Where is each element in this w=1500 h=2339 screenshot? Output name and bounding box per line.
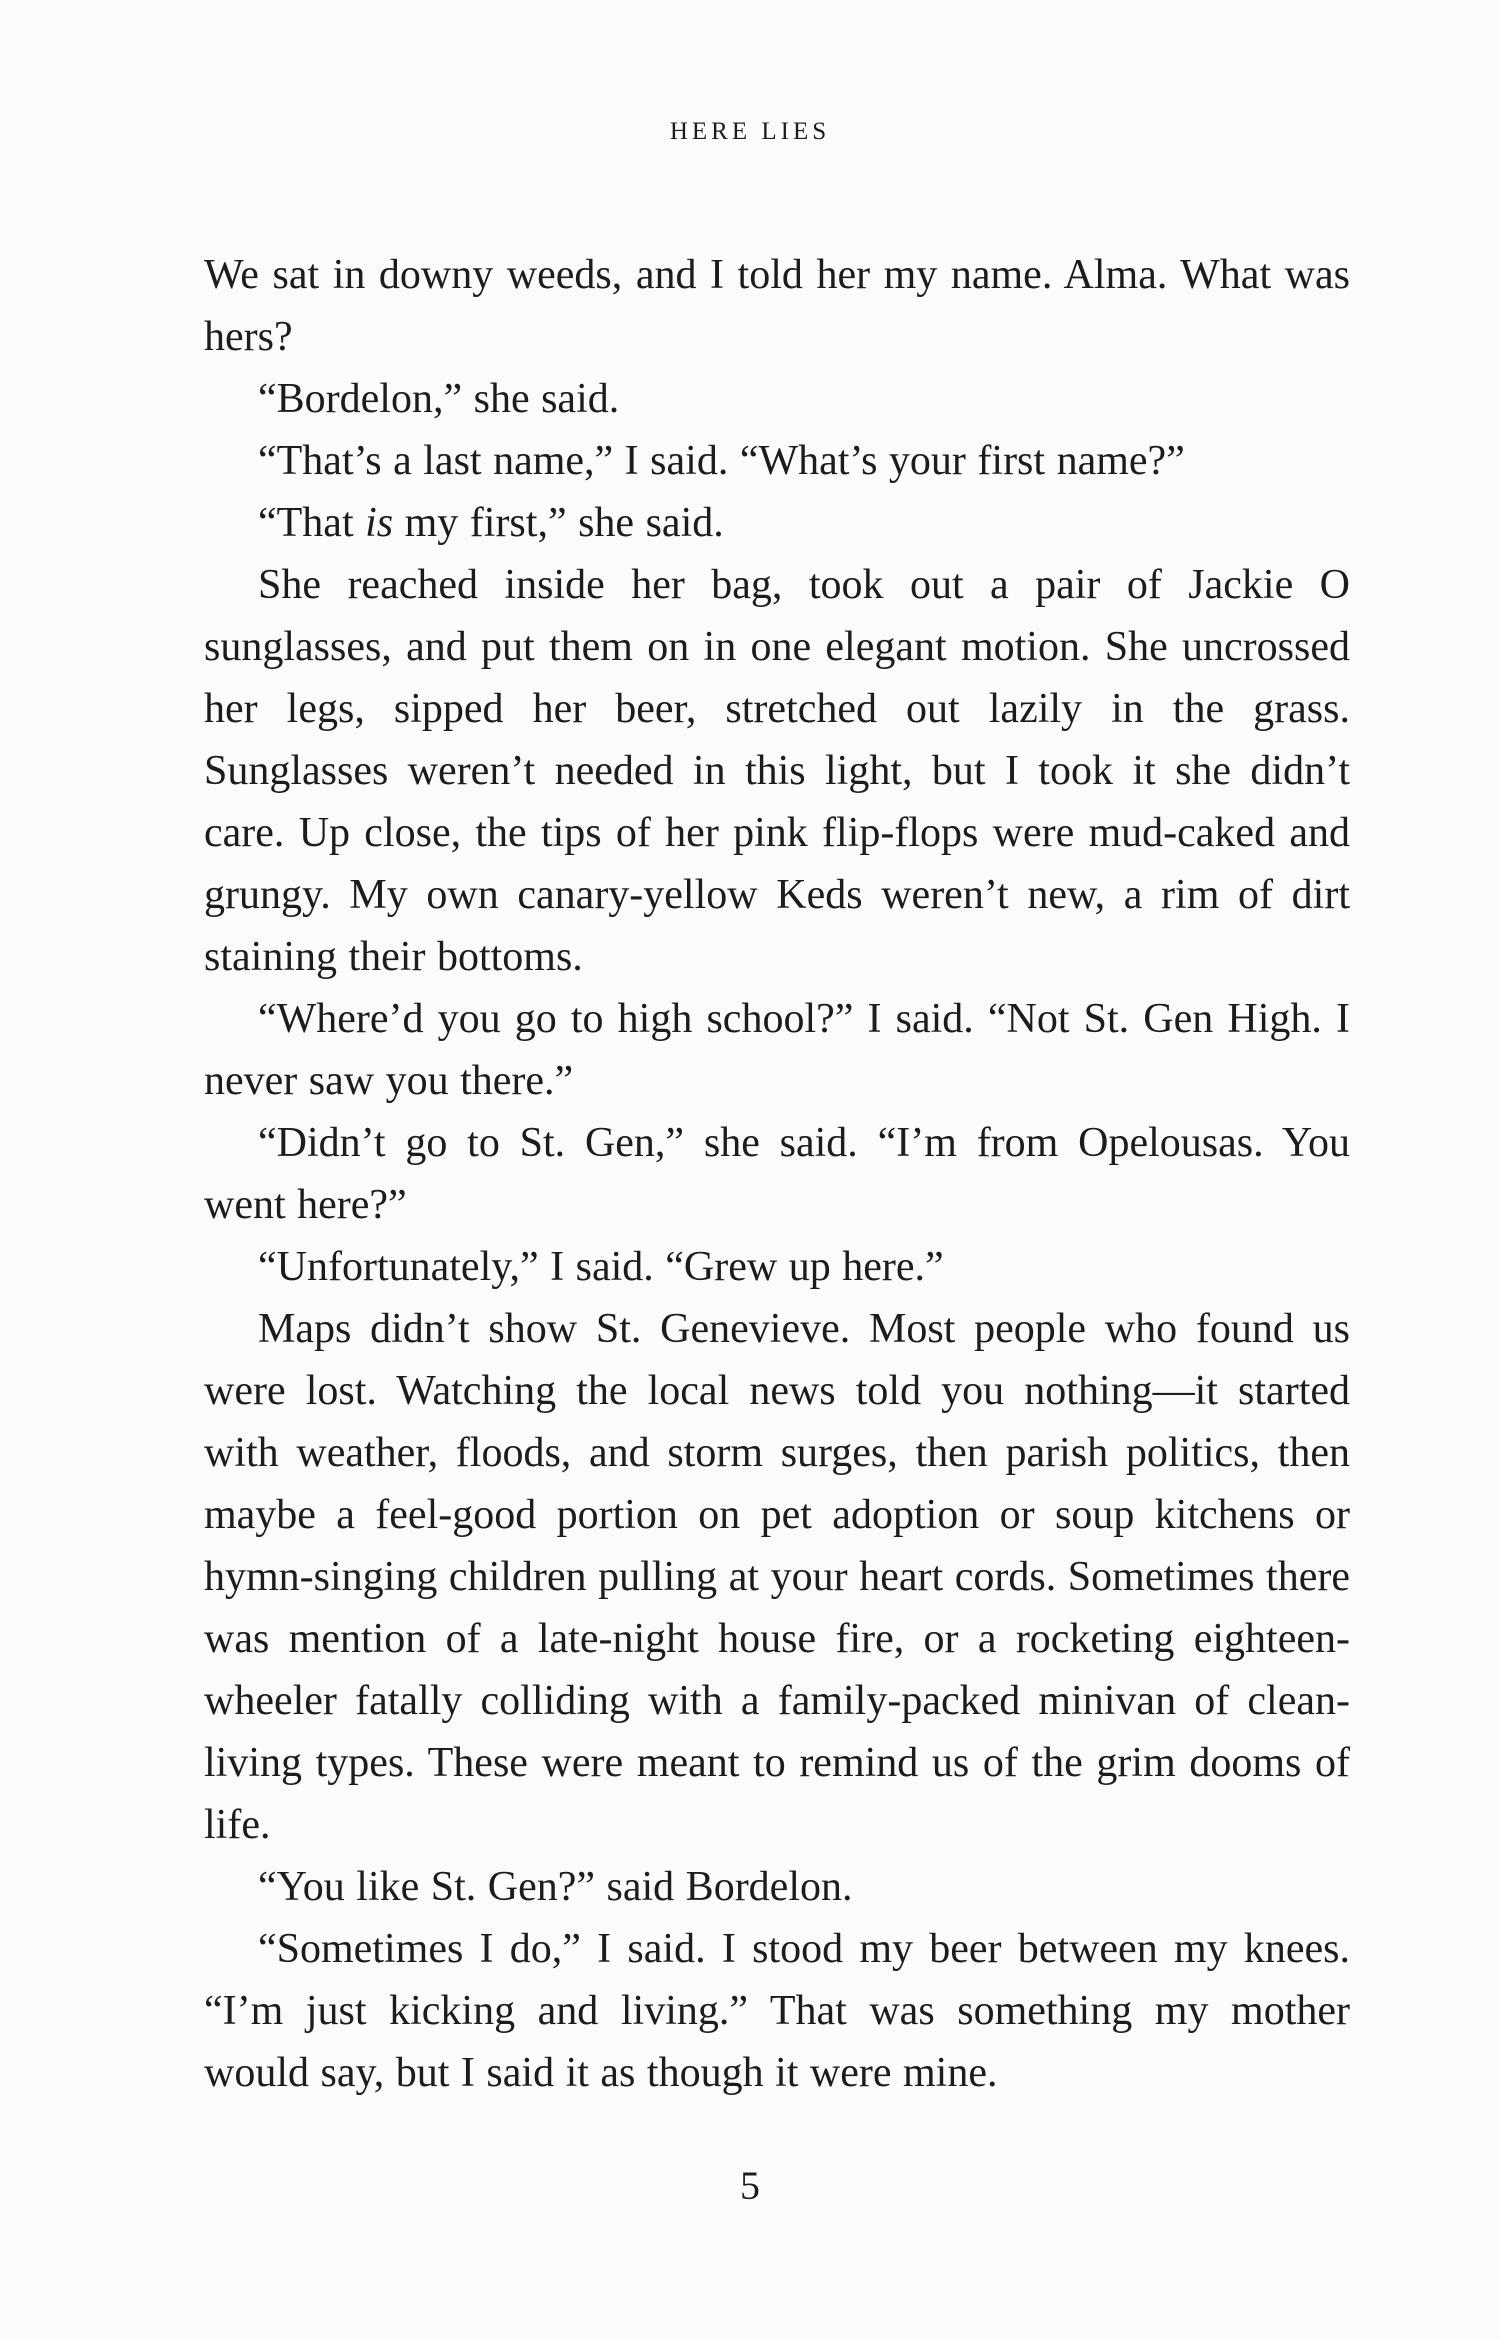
- paragraph: “Bordelon,” she said.: [258, 376, 620, 422]
- running-head: HERE LIES: [669, 118, 831, 145]
- italic-emphasis: is: [365, 500, 394, 546]
- paragraph: Maps didn’t show St. Genevieve. Most people who found us were lost. Watching the local news told you nothing—it started with weather, floods, and storm surges, then parish politics, then maybe a feel-good portion on pet adoption or soup kitchens or hymn-singing children pulling at your heart cords. Sometimes there was mention of a late-night house fire, or a rocketing eighteen-wheeler fatally colliding with a family-packed minivan of clean-living types. These were meant to remind us of the grim dooms of life.: [204, 1306, 1350, 1848]
- page-number: 5: [740, 2163, 760, 2208]
- paragraph: “You like St. Gen?” said Bordelon.: [258, 1864, 853, 1910]
- paragraph: We sat in downy weeds, and I told her my name. Alma. What was hers?: [204, 252, 1350, 360]
- paragraph: She reached inside her bag, took out a pair of Jackie O sunglasses, and put them on in one elegant motion. She uncrossed her legs, sipped her beer, stretched out lazily in the grass. Sunglasses weren’t needed in this light, but I took it she didn’t care. Up close, the tips of her pink flip-flops were mud-caked and grungy. My own canary-yellow Keds weren’t new, a rim of dirt staining their bottoms.: [204, 562, 1350, 980]
- paragraph-text: “That: [258, 500, 366, 546]
- paragraph: “Didn’t go to St. Gen,” she said. “I’m from Opelousas. You went here?”: [204, 1120, 1350, 1228]
- paragraph: “Sometimes I do,” I said. I stood my beer between my knees. “I’m just kicking and living.” That was something my mother would say, but I said it as though it were mine.: [204, 1926, 1350, 2096]
- paragraph: “Where’d you go to high school?” I said. “Not St. Gen High. I never saw you there.”: [204, 996, 1350, 1104]
- paragraph: “Unfortunately,” I said. “Grew up here.”: [258, 1244, 944, 1290]
- paragraph-text: my first,” she said.: [393, 500, 724, 546]
- paragraph: “That’s a last name,” I said. “What’s your first name?”: [258, 438, 1185, 484]
- body-text: [204, 244, 1350, 2104]
- paragraph: [204, 492, 1350, 554]
